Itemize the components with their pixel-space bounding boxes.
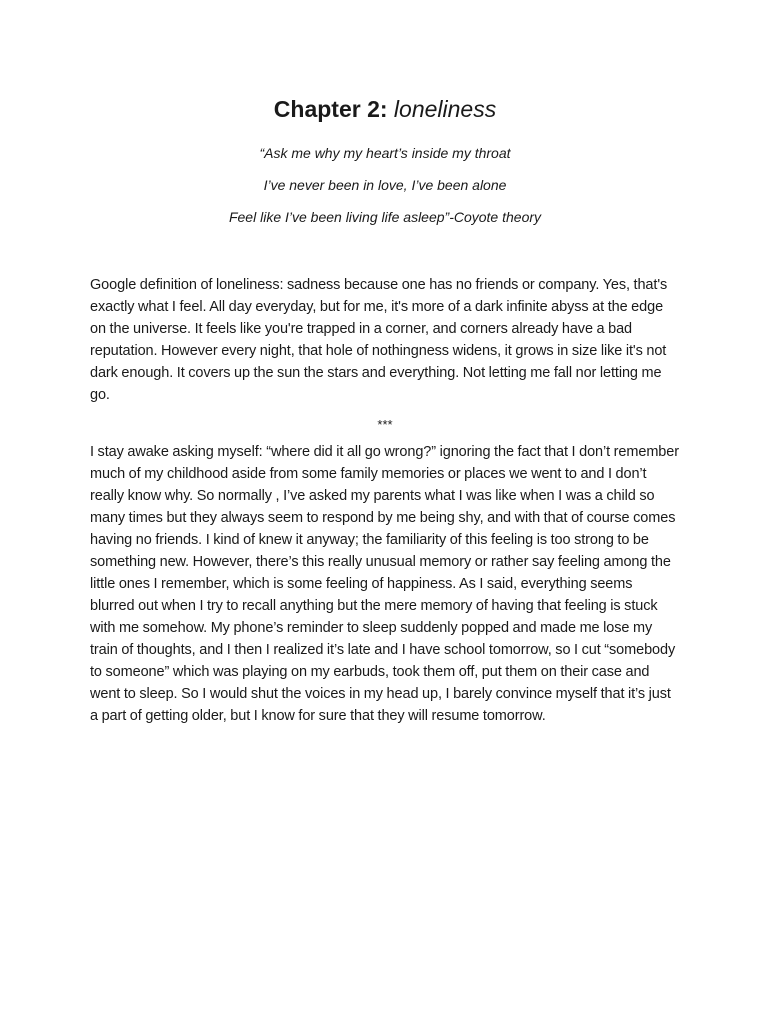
chapter-name: loneliness: [393, 96, 497, 122]
chapter-label: Chapter 2:: [273, 96, 388, 122]
section-separator: ***: [377, 417, 393, 432]
epigraph-line: Feel like I’ve been living life asleep”-Coyote theory: [228, 209, 542, 225]
document-page: [90, 90, 680, 727]
body-paragraph: I stay awake asking myself: “where did it all go wrong?” ignoring the fact that I don’t remember much of my childhood aside from some family memories or places we went to and I don’t really know why. So normally , I’ve asked my parents what I was like when I was a child so many times but they always seem to respond by me being shy, and with that of course comes having no friends. I kind of knew it anyway; the familiarity of this feeling is too strong to be something new. However, there’s this really unusual memory or rather say feeling among the little ones I remember, which is some feeling of happiness. As I said, everything seems blurred out when I try to recall anything but the mere memory of having that feeling is stuck with me somehow. My phone’s reminder to sleep suddenly popped and made me lose my train of thoughts, and I then I realized it’s late and I have school tomorrow, so I cut “somebody to someone” which was playing on my earbuds, took them off, put them on their case and went to sleep. So I would shut the voices in my head up, I barely convince myself that it’s just a part of getting older, but I know for sure that they will resume tomorrow.: [90, 444, 679, 724]
epigraph: [90, 137, 680, 233]
epigraph-line: “Ask me why my heart’s inside my throat: [259, 145, 511, 161]
epigraph-line: I’ve never been in love, I’ve been alone: [263, 177, 507, 193]
body-paragraph: Google definition of loneliness: sadness because one has no friends or company. Yes, that's exactly what I feel. All day everyday, but for me, it's more of a dark infinite abyss at the edge on the universe. It feels like you're trapped in a corner, and corners already have a bad reputation. However every night, that hole of nothingness widens, it grows in size like it's not dark enough. It covers up the sun the stars and everything. Not letting me fall nor letting me go.: [90, 277, 668, 403]
chapter-title: [90, 90, 680, 128]
